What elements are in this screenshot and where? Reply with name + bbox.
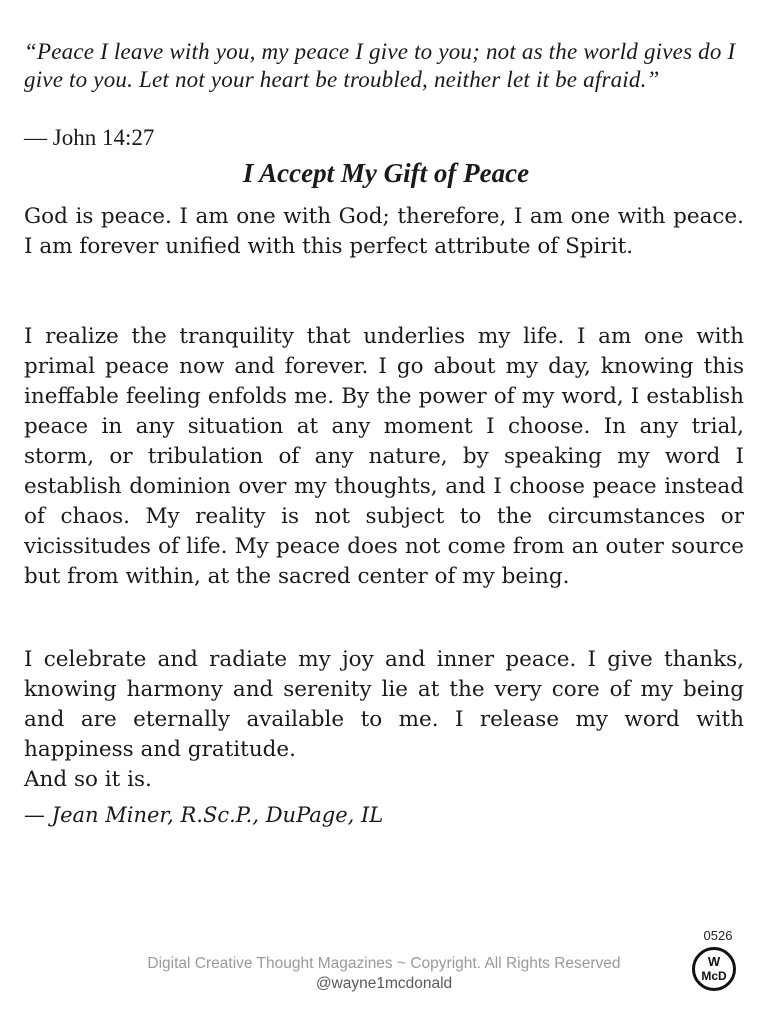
logo-text-bottom: McD <box>701 969 727 983</box>
footer-copyright: Digital Creative Thought Magazines ~ Copyright. All Rights Reserved <box>147 955 621 972</box>
body-paragraph-2: I realize the tranquility that underlies my life. I am one with primal peace now and forever. I go about my day, knowing this ineffable feeling enfolds me. By the power of my word, I establish peace in any situation at any moment I choose. In any trial, storm, or tribulation of any nature, by speaking my word I establish dominion over my thoughts, and I choose peace instead of chaos. My reality is not subject to the circumstances or vicissitudes of life. My peace does not come from an outer source but from within, at the sacred center of my being. <box>24 324 744 589</box>
page-title: I Accept My Gift of Peace <box>242 158 530 188</box>
closing-line: And so it is. <box>24 767 152 792</box>
body-paragraph-3: I celebrate and radiate my joy and inner peace. I give thanks, knowing harmony and serenity lie at the very core of my being and are eternally available to me. I release my word with happiness and gratitude. <box>24 647 744 762</box>
scripture-quote: “Peace I leave with you, my peace I give to you; not as the world gives do I give to you. Let not your heart be troubled, neither let it be afraid.” <box>24 39 736 92</box>
scripture-citation: — John 14:27 <box>24 125 155 150</box>
logo-text-top: W <box>707 954 721 969</box>
author-attribution: — Jean Miner, R.Sc.P., DuPage, IL <box>24 803 384 827</box>
body-paragraph-1: God is peace. I am one with God; therefore, I am one with peace. I am forever unified with this perfect attribute of Spirit. <box>24 204 744 259</box>
issue-code: 0526 <box>703 928 733 943</box>
footer-handle: @wayne1mcdonald <box>315 975 453 992</box>
wmcd-logo-icon <box>692 947 736 991</box>
